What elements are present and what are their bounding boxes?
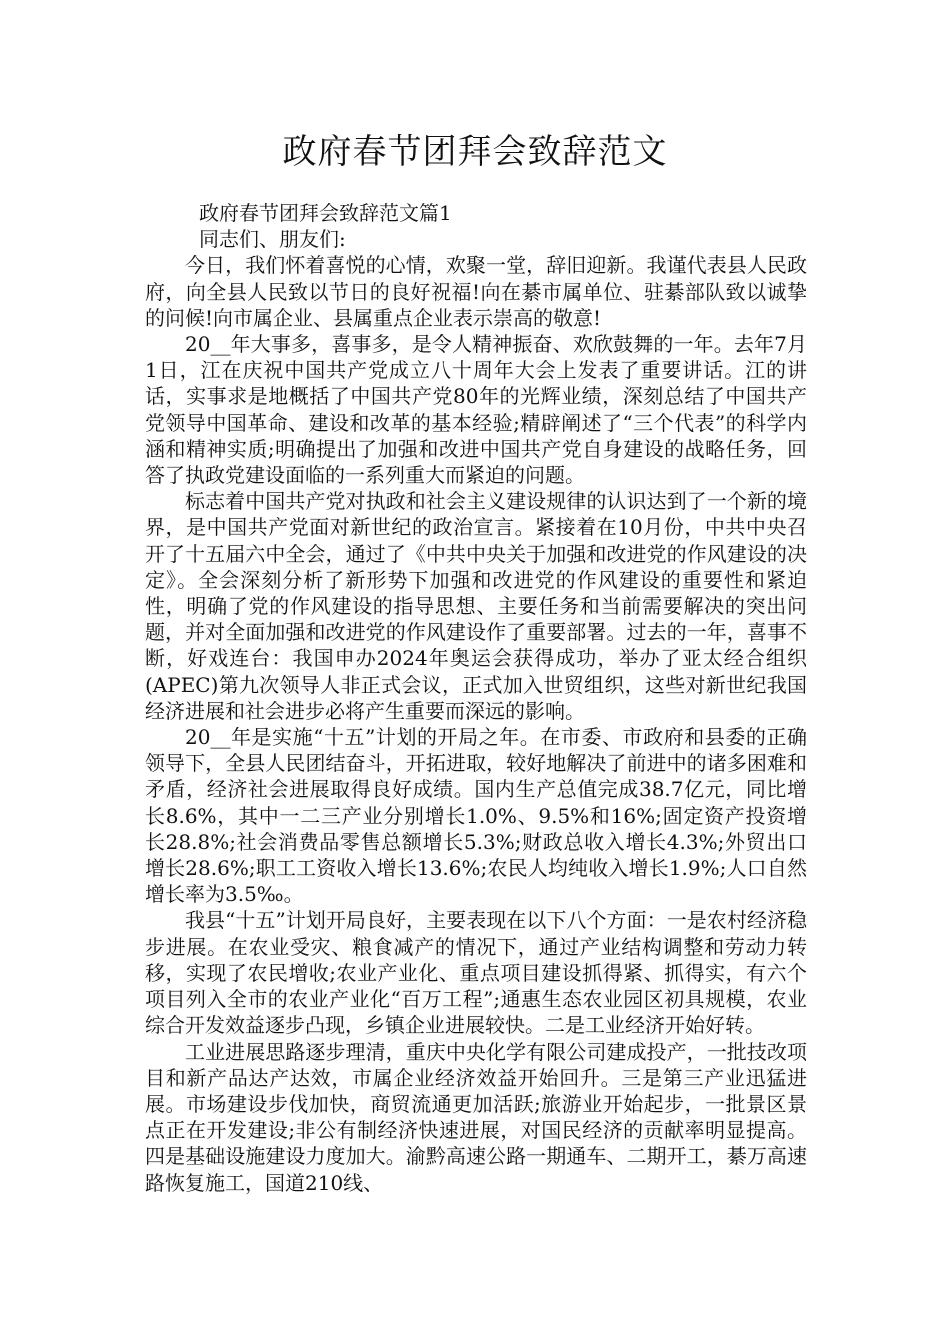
paragraph: 20__年大事多，喜事多，是令人精神振奋、欢欣鼓舞的一年。去年7月1日，江在庆祝中国共产党成立八十周年大会上发表了重要讲话。江的讲话，实事求是地概括了中国共产党80年的光辉业绩，深刻总结了中国共产党领导中国革命、建设和改革的基本经验;精辟阐述了“三个代表”的科学内涵和精神实质;明确提出了加强和改进中国共产党自身建设的战略任务，回答了执政党建设面临的一系列重大而紧迫的问题。 [145,332,807,488]
paragraph: 我县“十五”计划开局良好，主要表现在以下八个方面：一是农村经济稳步进展。在农业受灾、粮食减产的情况下，通过产业结构调整和劳动力转移，实现了农民增收;农业产业化、重点项目建设抓得紧、抓得实，有六个项目列入全市的农业产业化“百万工程”;通惠生态农业园区初具规模，农业综合开发效益逐步凸现，乡镇企业进展较快。二是工业经济开始好转。 [145,908,807,1038]
paragraph: 今日，我们怀着喜悦的心情，欢聚一堂，辞旧迎新。我谨代表县人民政府，向全县人民致以节日的良好祝福!向在綦市属单位、驻綦部队致以诚挚的问候!向市属企业、县属重点企业表示崇高的敬意! [145,253,807,330]
paragraph: 标志着中国共产党对执政和社会主义建设规律的认识达到了一个新的境界，是中国共产党面对新世纪的政治宣言。紧接着在10月份，中共中央召开了十五届六中全会，通过了《中共中央关于加强和改进党的作风建设的决定》。全会深刻分析了新形势下加强和改进党的作风建设的重要性和紧迫性，明确了党的作风建设的指导思想、主要任务和当前需要解决的突出问题，并对全面加强和改进党的作风建设作了重要部署。过去的一年，喜事不断，好戏连台：我国申办2024年奥运会获得成功，举办了亚太经合组织(APEC)第九次领导人非正式会议，正式加入世贸组织，这些对新世纪我国经济进展和社会进步必将产生重要而深远的影响。 [145,489,807,723]
document-body [145,200,807,1196]
document-title: 政府春节团拜会致辞范文 [282,132,668,172]
section-heading: 政府春节团拜会致辞范文篇1 [199,201,452,225]
paragraph: 工业进展思路逐步理清，重庆中央化学有限公司建成投产，一批技改项目和新产品达产达效，市属企业经济效益开始回升。三是第三产业迅猛进展。市场建设步伐加快，商贸流通更加活跃;旅游业开始起步，一批景区景点正在开发建设;非公有制经济快速进展，对国民经济的贡献率明显提高。四是基础设施建设力度加大。渝黔高速公路一期通车、二期开工，綦万高速路恢复施工，国道210线、 [145,1039,807,1195]
salutation: 同志们、朋友们: [199,227,346,252]
paragraph: 20__年是实施“十五”计划的开局之年。在市委、市政府和县委的正确领导下，全县人民团结奋斗，开拓进取，较好地解决了前进中的诸多困难和矛盾，经济社会进展取得良好成绩。国内生产总值完成38.7亿元，同比增长8.6%，其中一二三产业分别增长1.0%、9.5%和16%;固定资产投资增长28.8%;社会消费品零售总额增长5.3%;财政总收入增长4.3%;外贸出口增长28.6%;职工工资收入增长13.6%;农民人均纯收入增长1.9%;人口自然增长率为3.5‰。 [145,725,807,907]
